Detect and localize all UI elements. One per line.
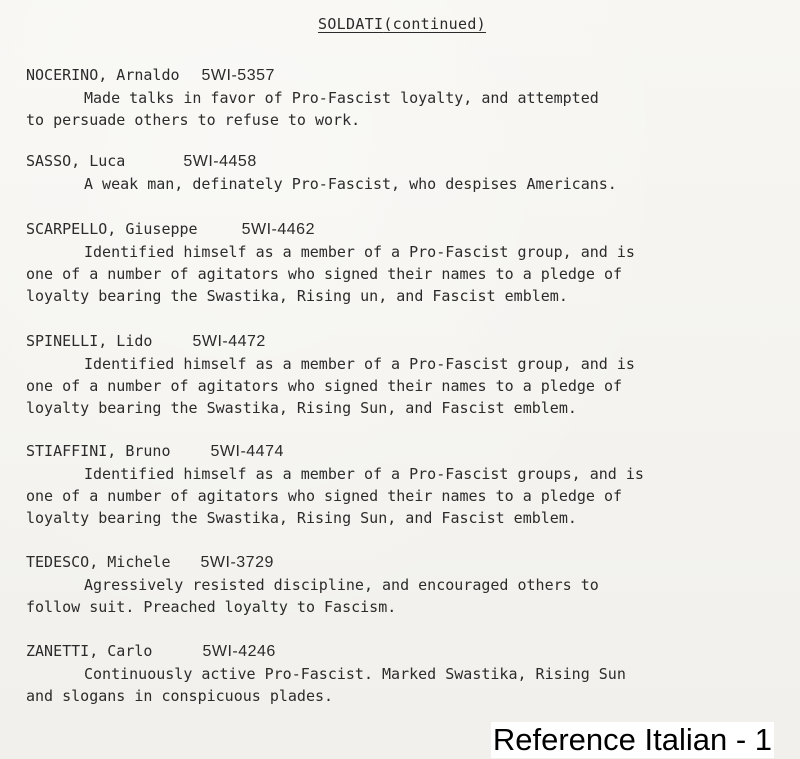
entry-text-line: Identified himself as a member of a Pro-Fascist group, and is bbox=[84, 355, 635, 373]
entry-name: SPINELLI, Lido bbox=[26, 332, 153, 350]
entry-text-line: and slogans in conspicuous plades. bbox=[26, 687, 334, 705]
entry-text-line: loyalty bearing the Swastika, Rising Sun, and Fascist emblem. bbox=[26, 509, 577, 527]
entry-text-line: loyalty bearing the Swastika, Rising Sun, and Fascist emblem. bbox=[26, 399, 577, 417]
title-sub: (continued) bbox=[383, 15, 486, 33]
entry-text-line: Identified himself as a member of a Pro-Fascist group, and is bbox=[84, 243, 635, 261]
entry-serial: 5WI-4462 bbox=[241, 221, 315, 238]
entry-serial: 5WI-4246 bbox=[202, 643, 276, 660]
entry-spinelli bbox=[26, 330, 776, 419]
entry-text-line: Made talks in favor of Pro-Fascist loyalty, and attempted bbox=[84, 89, 599, 107]
entry-header bbox=[26, 640, 776, 663]
entry-text-line: one of a number of agitators who signed their names to a pledge of bbox=[26, 265, 623, 283]
entry-text-line: A weak man, definately Pro-Fascist, who despises Americans. bbox=[84, 175, 617, 193]
entry-serial: 5WI-4474 bbox=[210, 443, 284, 460]
title-main: SOLDATI bbox=[318, 15, 384, 33]
entry-name: STIAFFINI, Bruno bbox=[26, 442, 171, 460]
entry-text-line: follow suit. Preached loyalty to Fascism. bbox=[26, 598, 397, 616]
entry-name: SASSO, Luca bbox=[26, 152, 126, 170]
entry-text-line: Agressively resisted discipline, and encouraged others to bbox=[84, 576, 599, 594]
entry-tedesco bbox=[26, 551, 776, 618]
entry-name: TEDESCO, Michele bbox=[26, 553, 171, 571]
reference-caption: Reference Italian - 1 bbox=[492, 722, 772, 757]
entry-text-line: one of a number of agitators who signed their names to a pledge of bbox=[26, 377, 623, 395]
entry-sasso bbox=[26, 150, 776, 195]
entry-header bbox=[26, 150, 776, 173]
page-title bbox=[0, 15, 800, 33]
entry-serial: 5WI-4472 bbox=[192, 333, 266, 350]
entry-name: NOCERINO, Arnaldo bbox=[26, 66, 180, 84]
entry-header bbox=[26, 64, 776, 87]
entry-name: SCARPELLO, Giuseppe bbox=[26, 220, 198, 238]
entry-name: ZANETTI, Carlo bbox=[26, 642, 153, 660]
entry-text-line: one of a number of agitators who signed their names to a pledge of bbox=[26, 487, 623, 505]
entry-serial: 5WI-3729 bbox=[200, 554, 274, 571]
entry-text-line: Continuously active Pro-Fascist. Marked Swastika, Rising Sun bbox=[84, 665, 626, 683]
entry-scarpello bbox=[26, 218, 776, 307]
entry-header bbox=[26, 440, 776, 463]
entry-text-line: Identified himself as a member of a Pro-Fascist groups, and is bbox=[84, 465, 644, 483]
entry-text-line: loyalty bearing the Swastika, Rising un, and Fascist emblem. bbox=[26, 287, 568, 305]
entry-header bbox=[26, 551, 776, 574]
entry-header bbox=[26, 218, 776, 241]
entry-stiaffini bbox=[26, 440, 776, 529]
entry-nocerino bbox=[26, 64, 776, 131]
entry-serial: 5WI-4458 bbox=[183, 153, 257, 170]
entry-zanetti bbox=[26, 640, 776, 707]
entry-header bbox=[26, 330, 776, 353]
entry-text-line: to persuade others to refuse to work. bbox=[26, 111, 361, 129]
entry-serial: 5WI-5357 bbox=[201, 67, 275, 84]
